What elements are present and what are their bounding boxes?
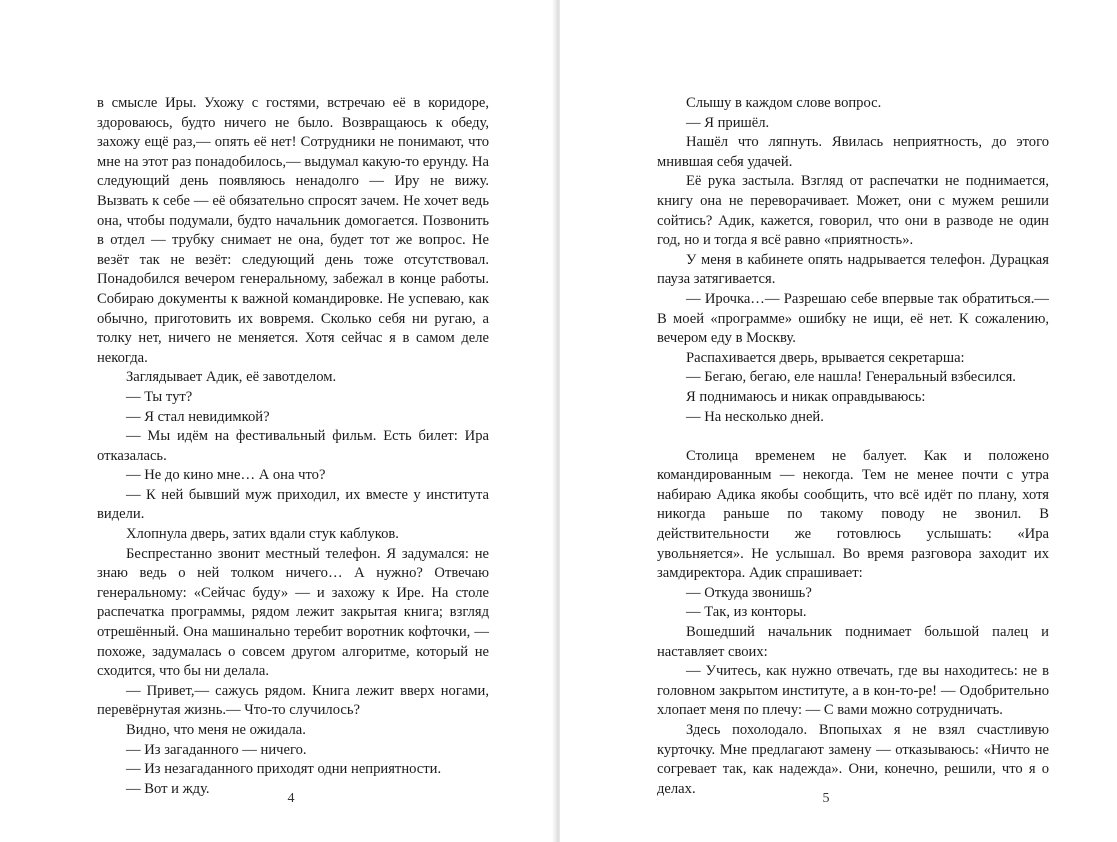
dialogue-line: — Из незагаданного приходят одни неприятности. xyxy=(126,761,442,778)
paragraph: Нашёл что ляпнуть. Явилась неприятность, до этого мнившая себя удачей. xyxy=(657,134,1049,170)
right-page-text xyxy=(657,94,1049,799)
paragraph: Здесь похолодало. Впопыхах я не взял счастливую курточку. Мне предлагают замену — отказываюсь: «Ничто не согревает так, как надежда». Они, конечно, решили, что я о делах. xyxy=(657,722,1049,797)
paragraph: Заглядывает Адик, её завотделом. xyxy=(126,369,337,386)
dialogue-line: — Учитесь, как нужно отвечать, где вы находитесь: не в головном закрытом институте, а в кон-то-ре! — Одобрительно хлопает меня по плечу: — С вами можно сотрудничать. xyxy=(657,663,1049,719)
paragraph: Видно, что меня не ожидала. xyxy=(126,722,306,738)
page-number: 5 xyxy=(822,791,830,806)
paragraph: Распахивается дверь, врывается секретарша: xyxy=(686,349,965,366)
dialogue-line: — Из загаданного — ничего. xyxy=(126,741,307,758)
paragraph: Я поднимаюсь и никак оправдываюсь: xyxy=(686,388,926,405)
dialogue-line: — Мы идём на фестивальный фильм. Есть билет: Ира отказалась. xyxy=(97,428,489,464)
dialogue-line: — Я стал невидимкой? xyxy=(126,408,270,425)
paragraph: У меня в кабинете опять надрывается телефон. Дурацкая пауза затягивается. xyxy=(657,251,1049,288)
paragraph: Хлопнула дверь, затих вдали стук каблуков. xyxy=(126,526,399,543)
dialogue-line: — На несколько дней. xyxy=(686,408,824,425)
dialogue-line: — Привет,— сажусь рядом. Книга лежит вверх ногами, перевёрнутая жизнь.— Что-то случилось? xyxy=(97,682,489,719)
paragraph: Её рука застыла. Взгляд от распечатки не поднимается, книгу она не переворачивает. Может, они с мужем решили сойтись? Адик, кажется, говорил, что они в разводе не один год, но и тогда я всё равно «приятность». xyxy=(657,173,1049,249)
dialogue-line: — Так, из конторы. xyxy=(686,604,807,621)
dialogue-line: — Я пришёл. xyxy=(686,114,770,131)
paragraph: Беспрестанно звонит местный телефон. Я задумался: не знаю ведь о ней толком ничего… А нужно? Отвечаю генеральному: «Сейчас буду» — и захожу к Ире. На столе распечатка программы, рядом лежит закрытая книга; взгляд отрешённый. Она машинально теребит воротник кофточки, — похоже, задумалась о совсем другом алгоритме, который не сходится, что бы ни делала. xyxy=(97,545,489,680)
left-page-text xyxy=(97,94,489,799)
dialogue-line: — К ней бывший муж приходил, их вместе у института видели. xyxy=(97,486,489,523)
dialogue-line: — Вот и жду. xyxy=(126,780,210,797)
dialogue-line: — Бегаю, бегаю, еле нашла! Генеральный взбесился. xyxy=(686,369,1016,386)
paragraph: Столица временем не балует. Как и положено командированным — некогда. Тем не менее почти с утра набираю Адика якобы сообщить, что всё идёт по плану, хотя никогда раньше по такому поводу не звонил. В действительности же готовлюсь услышать: «Ира увольняется». Не услышал. Во время разговора заходит их замдиректора. Адик спрашивает: xyxy=(657,447,1049,582)
paragraph: Вошедший начальник поднимает большой палец и наставляет своих: xyxy=(657,624,1049,660)
paragraph: Слышу в каждом слове вопрос. xyxy=(686,95,882,111)
dialogue-line: — Не до кино мне… А она что? xyxy=(126,467,326,484)
dialogue-line: — Ирочка…— Разрешаю себе впервые так обратиться.— В моей «программе» ошибку не ищи, её нет. К сожалению, вечером еду в Москву. xyxy=(657,290,1049,347)
right-page xyxy=(560,0,1117,842)
page-number: 4 xyxy=(287,791,295,806)
paragraph: в смысле Иры. Ухожу с гостями, встречаю её в коридоре, здороваюсь, будто ничего не было. Возвращаюсь к обеду, захожу ещё раз,— опять её нет! Сотрудники не понимают, что мне на этот раз понадобилось,— выдумал какую-то ерунду. На следующий день появляюсь ненадолго — Иру не вижу. Вызвать к себе — её обязательно спросят зачем. Не хочет ведь она, чтобы подумали, будто начальник домогается. Позвонить в отдел — трубку снимает не она, будет тот же вопрос. Не везёт так не везёт: следующий день тоже отсутствовал. Понадобился вечером генеральному, забежал в конце работы. Собираю документы к важной командировке. Не успеваю, как обычно, приготовить их вовремя. Сколько себя ни ругаю, а толку нет, ничего не меняется. Хотя сейчас я в самом деле некогда. xyxy=(97,95,489,366)
dialogue-line: — Откуда звонишь? xyxy=(686,584,812,601)
left-page xyxy=(0,0,556,842)
dialogue-line: — Ты тут? xyxy=(126,388,193,405)
